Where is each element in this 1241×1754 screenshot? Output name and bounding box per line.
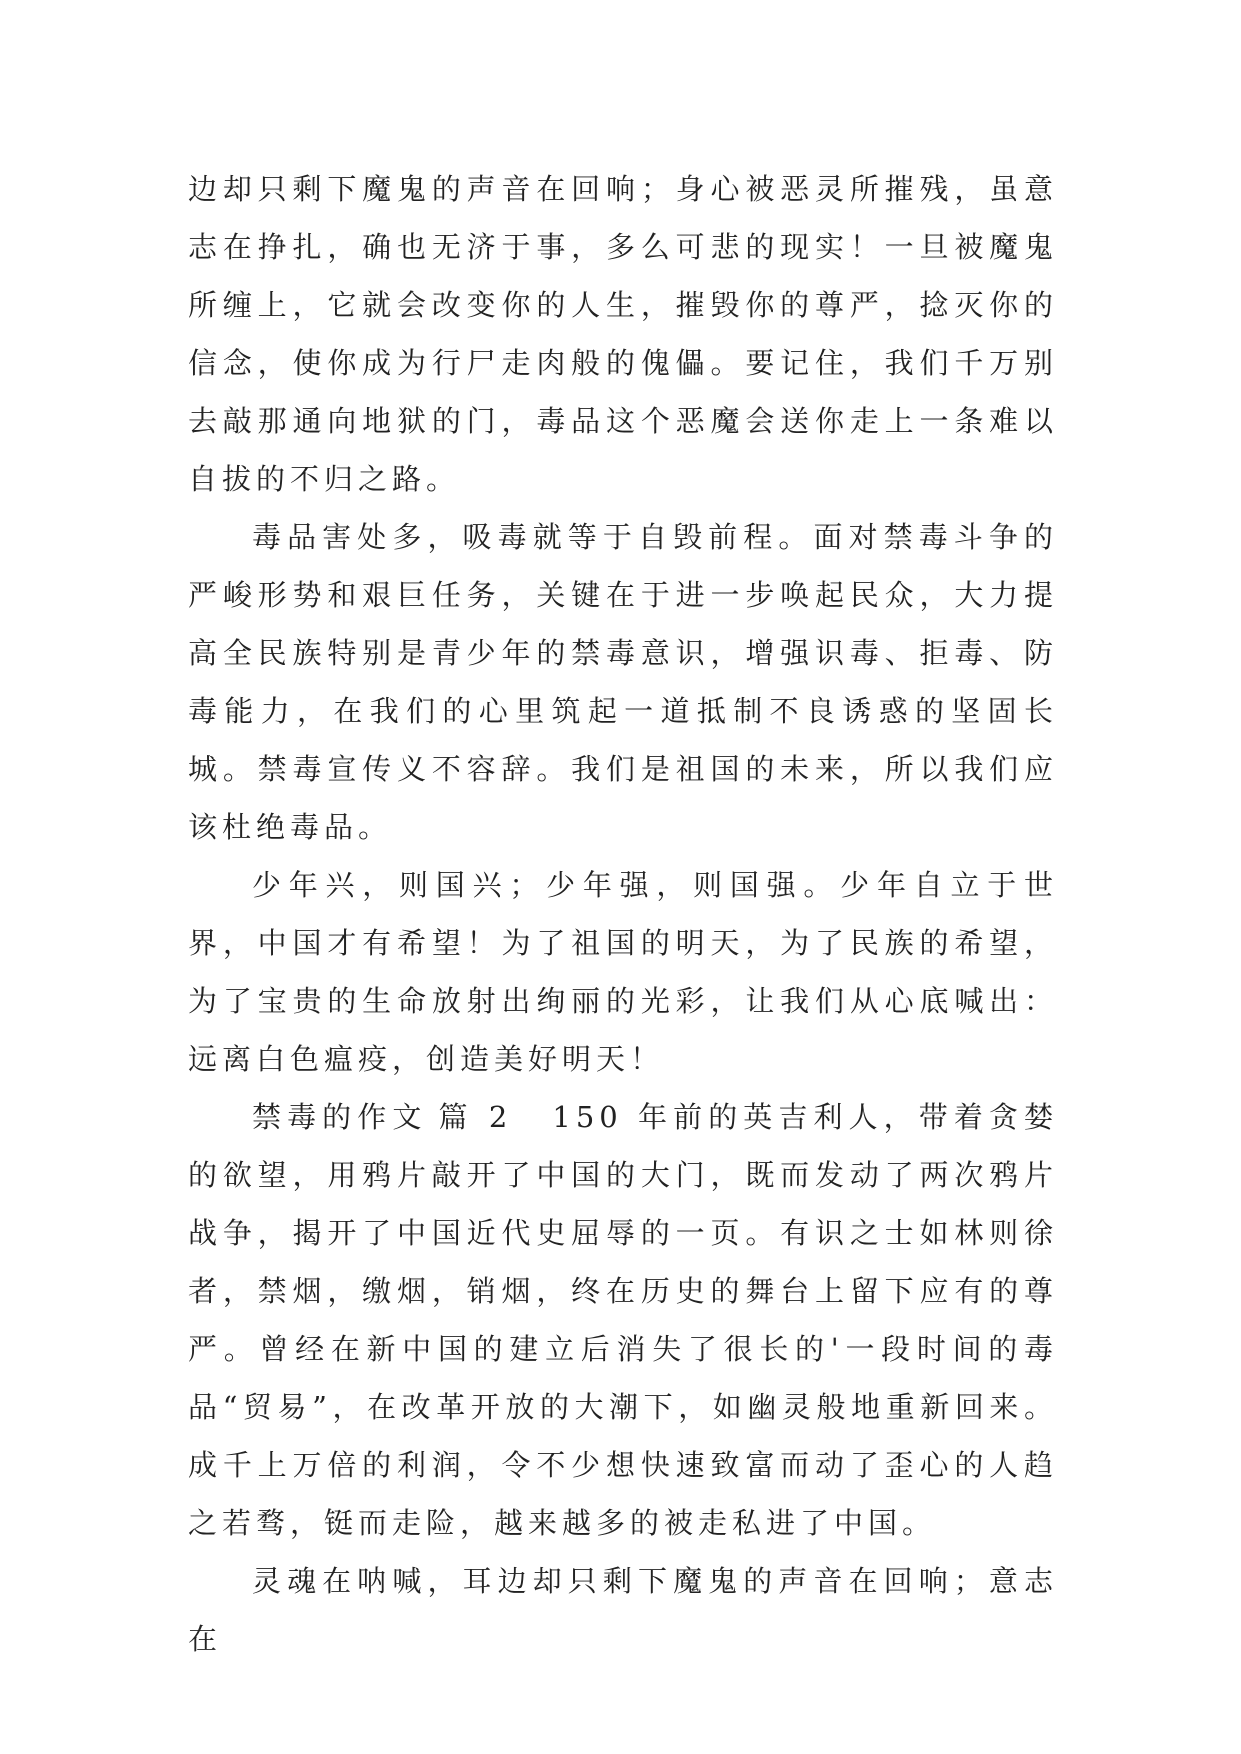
paragraph-4 (188, 1088, 1058, 1552)
essay-section-label: 篇 2 (437, 1100, 513, 1134)
paragraph-3-text: 少年兴，则国兴；少年强，则国强。少年自立于世界，中国才有希望！为了祖国的明天，为了民族的希望，为了宝贵的生命放射出绚丽的光彩，让我们从心底喊出：远离白色瘟疫，创造美好明天！ (188, 868, 1058, 1076)
essay-heading: 禁毒的作文 (252, 1100, 428, 1134)
paragraph-2 (188, 508, 1058, 856)
paragraph-1-text: 边却只剩下魔鬼的声音在回响；身心被恶灵所摧残，虽意志在挣扎，确也无济于事，多么可悲的现实！一旦被魔鬼所缠上，它就会改变你的人生，摧毁你的尊严，捻灭你的信念，使你成为行尸走肉般的傀儡。要记住，我们千万别去敲那通向地狱的门，毒品这个恶魔会送你走上一条难以自拔的不归之路。 (188, 172, 1058, 496)
paragraph-5 (188, 1552, 1058, 1668)
document-body (188, 160, 1058, 1668)
paragraph-5-text: 灵魂在呐喊，耳边却只剩下魔鬼的声音在回响；意志在 (188, 1564, 1058, 1656)
paragraph-1 (188, 160, 1058, 508)
paragraph-2-text: 毒品害处多，吸毒就等于自毁前程。面对禁毒斗争的严峻形势和艰巨任务，关键在于进一步唤起民众，大力提高全民族特别是青少年的禁毒意识，增强识毒、拒毒、防毒能力，在我们的心里筑起一道抵制不良诱惑的坚固长城。禁毒宣传义不容辞。我们是祖国的未来，所以我们应该杜绝毒品。 (188, 520, 1058, 844)
paragraph-3 (188, 856, 1058, 1088)
paragraph-4-text: 150 年前的英吉利人，带着贪婪的欲望，用鸦片敲开了中国的大门，既而发动了两次鸦片战争，揭开了中国近代史屈辱的一页。有识之士如林则徐者，禁烟，缴烟，销烟，终在历史的舞台上留下应有的尊严。曾经在新中国的建立后消失了很长的'一段时间的毒品“贸易”，在改革开放的大潮下，如幽灵般地重新回来。成千上万倍的利润，令不少想快速致富而动了歪心的人趋之若骛，铤而走险，越来越多的被走私进了中国。 (188, 1100, 1058, 1540)
